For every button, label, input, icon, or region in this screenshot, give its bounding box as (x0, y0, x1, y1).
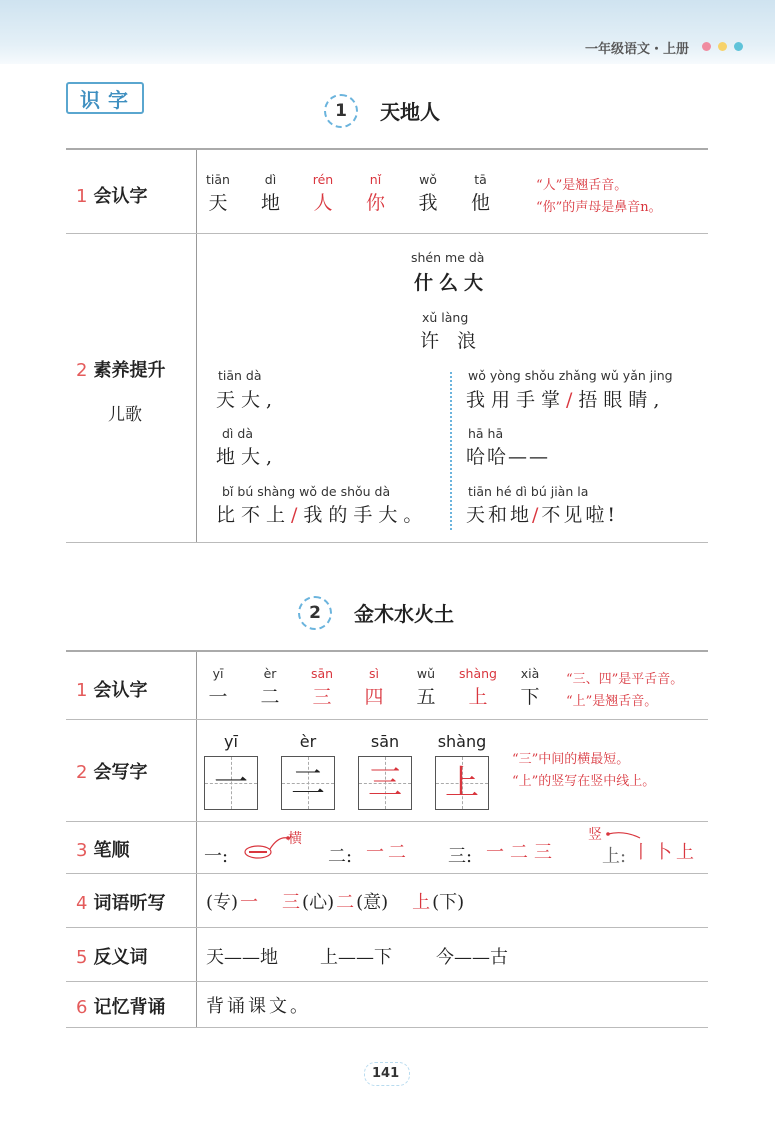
note-line: “上”的竖写在竖中线上。 (512, 774, 656, 789)
dictation-answer: 二 (336, 892, 355, 913)
category-label (76, 836, 129, 862)
hanzi: 四 (364, 686, 384, 708)
hanzi: 我 (418, 192, 438, 214)
l2-row-antonyms (66, 928, 708, 982)
blue-dot-icon (734, 42, 743, 51)
note-line: “三”中间的横最短。 (512, 752, 630, 767)
pinyin: tā (474, 172, 487, 187)
category-label (76, 676, 147, 702)
category-text: 记忆背诵 (93, 997, 166, 1018)
category-label (76, 758, 147, 784)
poem-segment: 比不上 (216, 504, 292, 526)
column-separator (450, 372, 452, 530)
poem-line (466, 385, 665, 412)
stroke-char-text: 二 (328, 846, 346, 867)
poem-title-pinyin: shén me dà (411, 250, 485, 265)
pause-mark: / (566, 389, 579, 411)
book-title: 一年级语文・上册 (584, 42, 689, 57)
category-sub: 儿歌 (108, 405, 142, 425)
poem-segment: 捂眼睛, (578, 389, 666, 411)
dictation-answer: 三 (282, 892, 301, 913)
yellow-dot-icon (718, 42, 727, 51)
l2-row-recitation (66, 982, 708, 1028)
category-number: 1 (76, 186, 88, 207)
hanzi: 地 (260, 192, 280, 214)
note-line: “三、四”是平舌音。 (566, 672, 684, 687)
recitation-text: 背诵课文。 (206, 996, 311, 1017)
hanzi: 天 (208, 192, 228, 214)
pinyin: yī (224, 732, 238, 751)
category-number: 4 (76, 893, 88, 914)
row-divider (196, 928, 197, 981)
note-line: “人”是翘舌音。 (536, 178, 628, 193)
note-line: “你”的声母是鼻音n。 (536, 200, 662, 215)
poem-line: 天大, (216, 389, 279, 411)
category-text: 笔顺 (93, 840, 130, 861)
dictation-hint: (专) (206, 892, 239, 913)
poem-line: 哈哈—— (466, 446, 551, 468)
hanzi: 一 (214, 763, 248, 803)
stroke-name-heng: 横 (288, 831, 302, 847)
dictation-hint: (心) (302, 892, 335, 913)
poem-line-pinyin: hā hā (468, 426, 504, 441)
category-text: 会写字 (93, 762, 148, 783)
category-number: 3 (76, 840, 88, 861)
antonym-pair: 天——地 (206, 947, 278, 968)
hanzi: 上 (468, 686, 488, 708)
category-number: 5 (76, 947, 88, 968)
hanzi: 下 (520, 686, 540, 708)
poem-line-pinyin: wǒ yòng shǒu zhǎng wǔ yǎn jing (468, 368, 673, 383)
antonym-pair: 今——古 (436, 947, 508, 968)
pinyin: wǒ (419, 172, 437, 187)
hanzi: 你 (365, 192, 385, 214)
pause-mark: / (532, 504, 542, 526)
l1-row-enrichment (66, 234, 708, 543)
poem-segment: 天和地 (466, 504, 533, 526)
row-divider (196, 982, 197, 1027)
dictation-line (206, 888, 466, 914)
poem-author: 许 浪 (420, 330, 483, 352)
pinyin: sān (310, 666, 334, 681)
hanzi: 三 (368, 763, 402, 803)
row-divider (196, 874, 197, 927)
pinyin: tiān (206, 172, 230, 187)
stroke-char: 一: (204, 846, 229, 867)
lesson-title: 金木水火土 (354, 602, 454, 626)
l1-row-recognize (66, 148, 708, 234)
section-badge: 识字 (66, 82, 144, 114)
lesson-number: 1 (324, 94, 358, 128)
category-label (76, 889, 165, 915)
poem-line (216, 500, 428, 527)
category-text: 会认字 (93, 680, 148, 701)
stroke-char-text: 上 (602, 846, 620, 867)
pinyin: èr (299, 732, 317, 751)
pinyin: wǔ (416, 666, 436, 681)
stroke-sequence: 一二三 (486, 842, 558, 863)
stroke-sequence: 丨卜上 (632, 842, 698, 863)
pinyin: shàng (437, 732, 487, 751)
pinyin: dì (264, 172, 277, 187)
dictation-hint: (下) (432, 892, 465, 913)
poem-segment: 不见啦! (541, 504, 619, 526)
l2-row-recognize (66, 650, 708, 720)
category-text: 会认字 (93, 186, 148, 207)
hanzi: 二 (291, 763, 325, 803)
hanzi: 一 (208, 686, 228, 708)
pinyin: yī (212, 666, 224, 681)
lesson-title: 天地人 (380, 100, 440, 124)
hanzi: 二 (260, 686, 280, 708)
l2-row-write (66, 720, 708, 822)
l2-row-stroke-order (66, 822, 708, 874)
pinyin: xià (520, 666, 540, 681)
poem-segment: 我的手大。 (303, 504, 429, 526)
l2-row-dictation (66, 874, 708, 928)
writing-grid-box (204, 756, 258, 810)
writing-grid-box (281, 756, 335, 810)
poem-line (466, 500, 618, 527)
poem-title: 什么大 (414, 272, 490, 294)
pinyin: nǐ (369, 172, 382, 187)
category-number: 6 (76, 997, 88, 1018)
hanzi: 五 (416, 686, 436, 708)
poem-line-pinyin: tiān dà (218, 368, 262, 383)
pink-dot-icon (702, 42, 711, 51)
poem-author-pinyin: xǔ làng (422, 310, 469, 325)
dictation-answer: 上 (412, 892, 431, 913)
pinyin: shàng (459, 666, 497, 681)
hanzi: 上 (445, 763, 479, 803)
dictation-answer: 一 (240, 892, 259, 913)
note-line: “上”是翘舌音。 (566, 694, 658, 709)
row-divider (196, 652, 197, 719)
stroke-char: 上: (602, 846, 627, 867)
pinyin: rén (312, 172, 334, 187)
writing-grid-box (435, 756, 489, 810)
poem-line-pinyin: bǐ bú shàng wǒ de shǒu dà (222, 484, 391, 499)
category-text: 素养提升 (93, 360, 166, 381)
pinyin: sān (370, 732, 400, 751)
pinyin: sì (369, 666, 379, 681)
pinyin: èr (263, 666, 277, 681)
stroke-char: 三: (448, 846, 473, 867)
stroke-char-text: 三 (448, 846, 466, 867)
row-divider (196, 150, 197, 233)
hanzi: 三 (312, 686, 332, 708)
row-divider (196, 822, 197, 873)
lesson-number: 2 (298, 596, 332, 630)
category-label (76, 993, 165, 1019)
pause-mark: / (291, 504, 304, 526)
hanzi: 他 (470, 192, 490, 214)
dictation-hint: (意) (356, 892, 389, 913)
stroke-char: 二: (328, 846, 353, 867)
category-label (76, 943, 147, 969)
category-number: 2 (76, 360, 88, 381)
page-number: 141 (372, 1066, 400, 1081)
poem-segment: 我用手掌 (466, 389, 567, 411)
writing-grid-box (358, 756, 412, 810)
poem-line-pinyin: tiān hé dì bú jiàn la (468, 484, 589, 499)
category-number: 2 (76, 762, 88, 783)
stroke-char-text: 一 (204, 846, 222, 867)
category-text: 词语听写 (93, 893, 166, 914)
poem-line: 地大, (216, 446, 279, 468)
stroke-name-shu: 竖 (588, 827, 602, 843)
row-divider (196, 234, 197, 542)
category-text: 反义词 (93, 947, 148, 968)
category-label (76, 182, 147, 208)
category-label (76, 356, 165, 382)
poem-line-pinyin: dì dà (222, 426, 253, 441)
antonym-pair: 上——下 (320, 947, 392, 968)
category-number: 1 (76, 680, 88, 701)
stroke-sequence: 一二 (366, 842, 410, 863)
hanzi: 人 (313, 192, 333, 214)
